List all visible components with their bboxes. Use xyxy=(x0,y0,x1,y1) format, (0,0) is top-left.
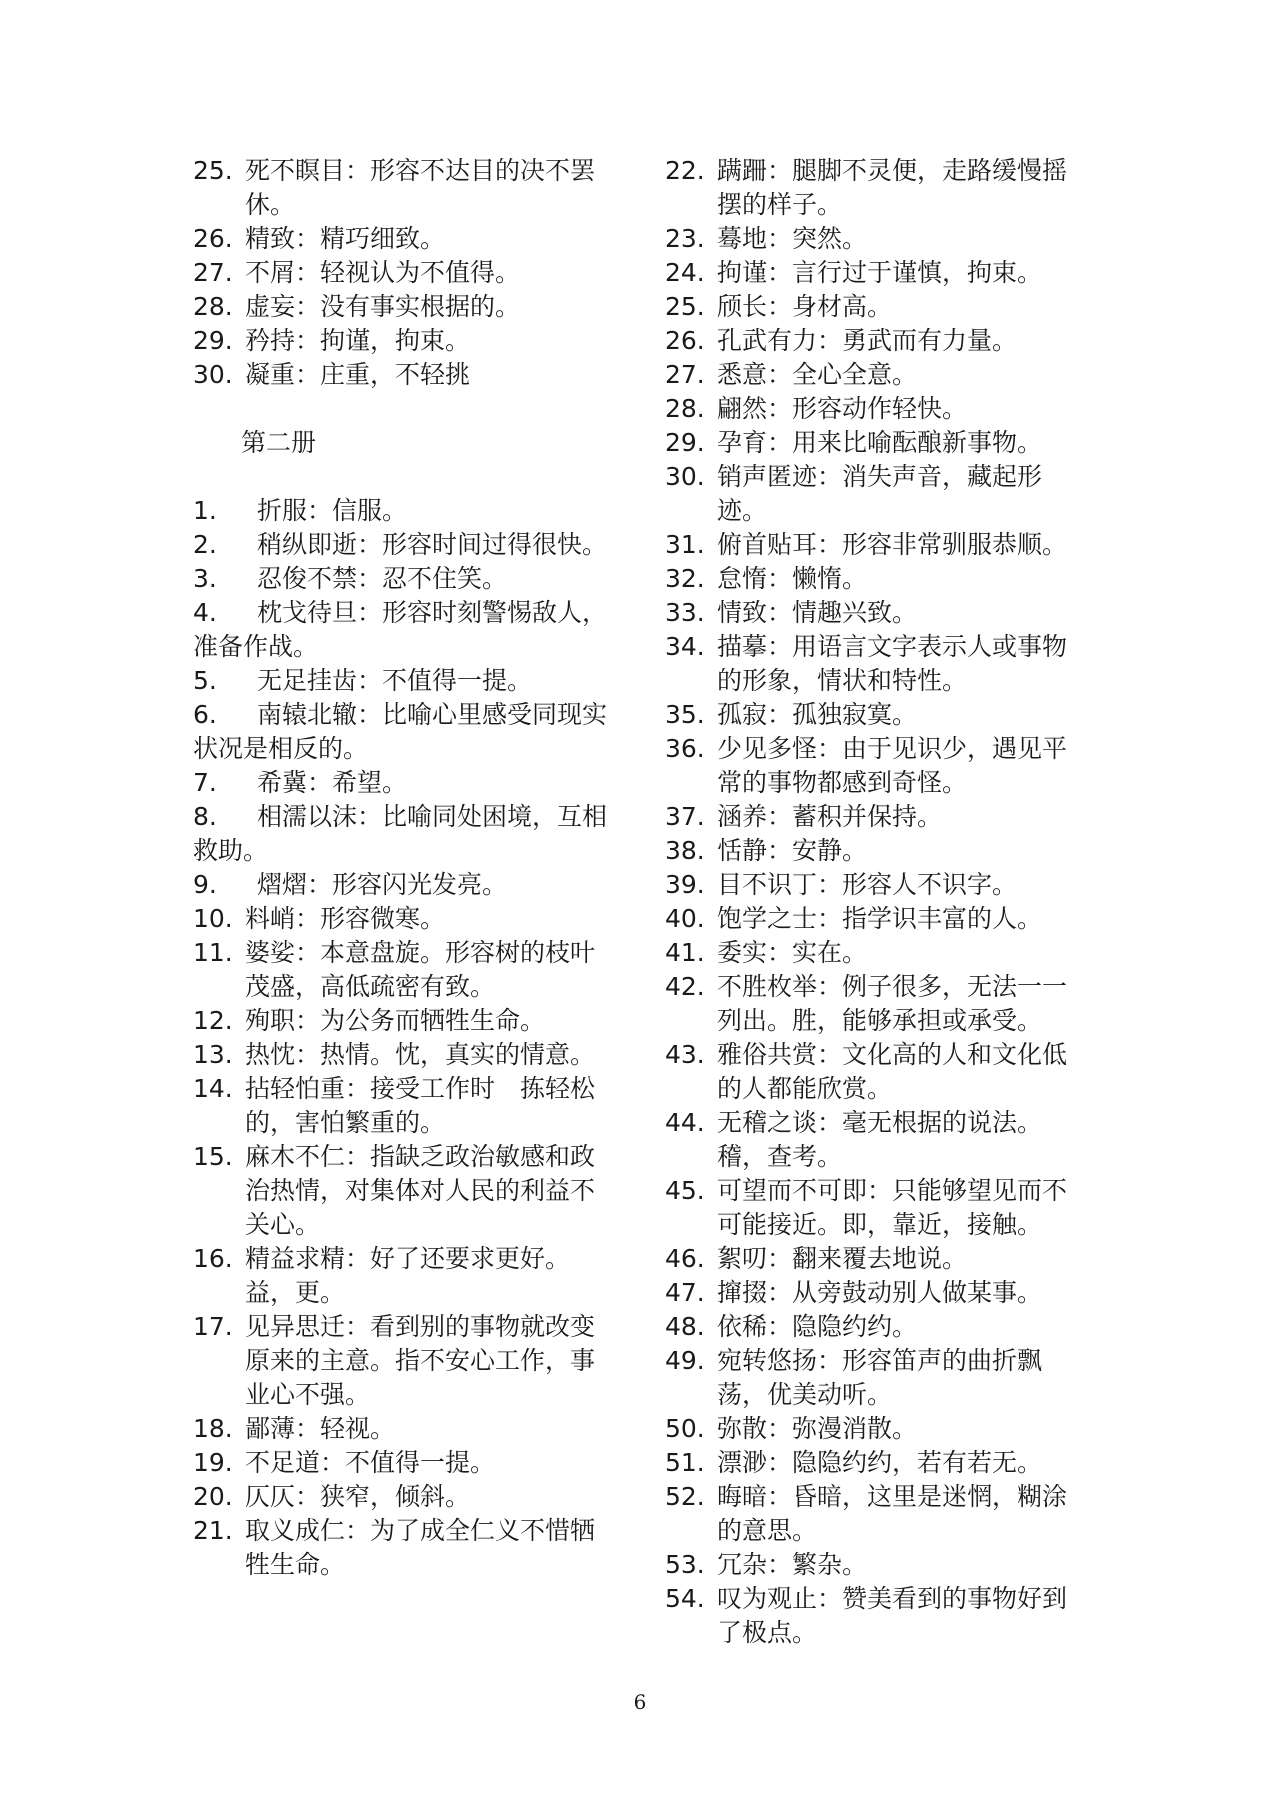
entry-number: 37. xyxy=(665,802,705,831)
vocab-entry xyxy=(193,664,613,698)
entry-number: 22. xyxy=(665,156,705,185)
right-column xyxy=(665,154,1085,1650)
vocab-entry xyxy=(665,290,1085,324)
entry-number: 2. xyxy=(193,530,217,559)
entry-number: 32. xyxy=(665,564,705,593)
entry-number: 10. xyxy=(193,904,233,933)
entry-definition: 孤寂：孤独寂寞。 xyxy=(717,700,918,729)
entry-definition: 饱学之士：指学识丰富的人。 xyxy=(717,904,1043,933)
entry-number: 18. xyxy=(193,1414,233,1443)
vocab-entry xyxy=(665,800,1085,834)
entry-definition: 枕戈待旦：形容时刻警惕敌人，准备作战。 xyxy=(193,598,608,661)
vocab-entry xyxy=(665,154,1085,222)
vocab-entry xyxy=(665,1276,1085,1310)
entry-number: 40. xyxy=(665,904,705,933)
entry-definition: 料峭：形容微寒。 xyxy=(245,904,446,933)
entry-number: 13. xyxy=(193,1040,233,1069)
entry-number: 46. xyxy=(665,1244,705,1273)
vocab-entry xyxy=(665,1582,1085,1650)
entry-definition: 希冀：希望。 xyxy=(257,768,408,797)
vocab-entry xyxy=(193,256,613,290)
entry-definition: 叹为观止：赞美看到的事物好到了极点。 xyxy=(717,1584,1068,1647)
entry-definition: 蓦地：突然。 xyxy=(717,224,868,253)
entry-definition: 描摹：用语言文字表示人或事物的形象，情状和特性。 xyxy=(717,632,1068,695)
entry-number: 43. xyxy=(665,1040,705,1069)
entry-number: 21. xyxy=(193,1516,233,1545)
entry-definition: 南辕北辙：比喻心里感受同现实状况是相反的。 xyxy=(193,700,608,763)
entry-definition: 悉意：全心全意。 xyxy=(717,360,918,389)
entry-definition: 拘谨：言行过于谨慎，拘束。 xyxy=(717,258,1043,287)
vocab-entry xyxy=(193,528,613,562)
entry-definition: 冗杂：繁杂。 xyxy=(717,1550,868,1579)
entry-definition: 俯首贴耳：形容非常驯服恭顺。 xyxy=(717,530,1068,559)
vocab-entry xyxy=(193,1072,613,1140)
left-entries-book2-start xyxy=(193,494,613,902)
vocab-entry xyxy=(193,358,613,392)
entry-definition: 精致：精巧细致。 xyxy=(245,224,446,253)
vocab-entry xyxy=(665,256,1085,290)
entry-definition: 涵养：蓄积并保持。 xyxy=(717,802,943,831)
entry-number: 5. xyxy=(193,666,217,695)
entry-definition: 无稽之谈：毫无根据的说法。稽，查考。 xyxy=(717,1108,1043,1171)
entry-number: 29. xyxy=(665,428,705,457)
entry-number: 31. xyxy=(665,530,705,559)
vocab-entry xyxy=(193,1038,613,1072)
vocab-entry xyxy=(665,698,1085,732)
entry-number: 54. xyxy=(665,1584,705,1613)
entry-number: 41. xyxy=(665,938,705,967)
entry-definition: 颀长：身材高。 xyxy=(717,292,893,321)
entry-number: 7. xyxy=(193,768,217,797)
vocab-entry xyxy=(665,902,1085,936)
entry-definition: 情致：情趣兴致。 xyxy=(717,598,918,627)
vocab-entry xyxy=(665,392,1085,426)
entry-number: 44. xyxy=(665,1108,705,1137)
vocab-entry xyxy=(665,1106,1085,1174)
vocab-entry xyxy=(193,902,613,936)
section-heading: 第二册 xyxy=(241,428,317,457)
vocab-entry xyxy=(193,596,613,664)
entry-definition: 目不识丁：形容人不识字。 xyxy=(717,870,1018,899)
entry-definition: 稍纵即逝：形容时间过得很快。 xyxy=(257,530,608,559)
vocab-entry xyxy=(665,970,1085,1038)
vocab-entry xyxy=(665,1344,1085,1412)
vocab-entry xyxy=(193,766,613,800)
entry-definition: 销声匿迹：消失声音，藏起形迹。 xyxy=(717,462,1043,525)
entry-definition: 撺掇：从旁鼓动别人做某事。 xyxy=(717,1278,1043,1307)
vocab-entry xyxy=(193,1310,613,1412)
entry-definition: 精益求精：好了还要求更好。益，更。 xyxy=(245,1244,571,1307)
entry-number: 25. xyxy=(193,156,233,185)
entry-definition: 殉职：为公务而牺牲生命。 xyxy=(245,1006,546,1035)
entry-definition: 不足道：不值得一提。 xyxy=(245,1448,496,1477)
page-number: 6 xyxy=(633,1690,647,1714)
entry-definition: 折服：信服。 xyxy=(257,496,408,525)
entry-definition: 少见多怪：由于见识少，遇见平常的事物都感到奇怪。 xyxy=(717,734,1068,797)
entry-definition: 蹒跚：腿脚不灵便，走路缓慢摇摆的样子。 xyxy=(717,156,1068,219)
entry-definition: 宛转悠扬：形容笛声的曲折飘荡，优美动听。 xyxy=(717,1346,1043,1409)
vocab-entry xyxy=(665,1548,1085,1582)
entry-number: 12. xyxy=(193,1006,233,1035)
entry-definition: 见异思迁：看到别的事物就改变原来的主意。指不安心工作，事业心不强。 xyxy=(245,1312,596,1409)
vocab-entry xyxy=(665,834,1085,868)
entry-number: 14. xyxy=(193,1074,233,1103)
entry-number: 11. xyxy=(193,938,233,967)
vocab-entry xyxy=(193,936,613,1004)
entry-definition: 忍俊不禁：忍不住笑。 xyxy=(257,564,508,593)
entry-number: 28. xyxy=(193,292,233,321)
entry-definition: 凝重：庄重，不轻挑 xyxy=(245,360,471,389)
entry-number: 8. xyxy=(193,802,217,831)
entry-definition: 热忱：热情。忱，真实的情意。 xyxy=(245,1040,596,1069)
vocab-entry xyxy=(665,1480,1085,1548)
entry-definition: 仄仄：狭窄，倾斜。 xyxy=(245,1482,471,1511)
vocab-entry xyxy=(665,936,1085,970)
entry-definition: 虚妄：没有事实根据的。 xyxy=(245,292,521,321)
entry-number: 50. xyxy=(665,1414,705,1443)
entry-number: 16. xyxy=(193,1244,233,1273)
right-entries xyxy=(665,154,1085,1650)
entry-definition: 孕育：用来比喻酝酿新事物。 xyxy=(717,428,1043,457)
vocab-entry xyxy=(665,868,1085,902)
entry-definition: 恬静：安静。 xyxy=(717,836,868,865)
entry-definition: 麻木不仁：指缺乏政治敏感和政治热情，对集体对人民的利益不关心。 xyxy=(245,1142,596,1239)
entry-definition: 依稀：隐隐约约。 xyxy=(717,1312,918,1341)
entry-definition: 相濡以沫：比喻同处困境，互相救助。 xyxy=(193,802,608,865)
entry-number: 28. xyxy=(665,394,705,423)
vocab-entry xyxy=(665,1242,1085,1276)
vocab-entry xyxy=(193,1480,613,1514)
entry-definition: 死不瞑目：形容不达目的决不罢休。 xyxy=(245,156,596,219)
vocab-entry xyxy=(193,562,613,596)
entry-definition: 可望而不可即：只能够望见而不可能接近。即，靠近，接触。 xyxy=(717,1176,1068,1239)
entry-definition: 漂渺：隐隐约约，若有若无。 xyxy=(717,1448,1043,1477)
entry-number: 25. xyxy=(665,292,705,321)
entry-definition: 矜持：拘谨，拘束。 xyxy=(245,326,471,355)
vocab-entry xyxy=(665,426,1085,460)
entry-definition: 拈轻怕重：接受工作时 拣轻松的，害怕繁重的。 xyxy=(245,1074,596,1137)
vocab-entry xyxy=(193,1242,613,1310)
vocab-entry xyxy=(193,1004,613,1038)
entry-number: 26. xyxy=(665,326,705,355)
vocab-entry xyxy=(193,222,613,256)
vocab-entry xyxy=(665,1310,1085,1344)
entry-number: 9. xyxy=(193,870,217,899)
entry-number: 39. xyxy=(665,870,705,899)
entry-number: 26. xyxy=(193,224,233,253)
entry-definition: 无足挂齿：不值得一提。 xyxy=(257,666,533,695)
vocab-entry xyxy=(665,1412,1085,1446)
entry-definition: 熠熠：形容闪光发亮。 xyxy=(257,870,508,899)
vocab-entry xyxy=(193,698,613,766)
entry-number: 20. xyxy=(193,1482,233,1511)
entry-definition: 絮叨：翻来覆去地说。 xyxy=(717,1244,968,1273)
vocab-entry xyxy=(665,1174,1085,1242)
left-column xyxy=(193,154,613,1582)
entry-number: 24. xyxy=(665,258,705,287)
entry-number: 27. xyxy=(665,360,705,389)
entry-number: 19. xyxy=(193,1448,233,1477)
vocab-entry xyxy=(193,154,613,222)
entry-number: 15. xyxy=(193,1142,233,1171)
vocab-entry xyxy=(665,596,1085,630)
entry-definition: 翩然：形容动作轻快。 xyxy=(717,394,968,423)
entry-number: 52. xyxy=(665,1482,705,1511)
entry-number: 35. xyxy=(665,700,705,729)
vocab-entry xyxy=(193,1140,613,1242)
vocab-entry xyxy=(193,868,613,902)
entry-number: 36. xyxy=(665,734,705,763)
entry-definition: 不屑：轻视认为不值得。 xyxy=(245,258,521,287)
vocab-entry xyxy=(665,630,1085,698)
vocab-entry xyxy=(193,1514,613,1582)
entry-number: 49. xyxy=(665,1346,705,1375)
left-entries-book2 xyxy=(193,902,613,1582)
entry-number: 1. xyxy=(193,496,217,525)
vocab-entry xyxy=(665,222,1085,256)
vocab-entry xyxy=(193,1446,613,1480)
entry-number: 23. xyxy=(665,224,705,253)
entry-definition: 雅俗共赏：文化高的人和文化低的人都能欣赏。 xyxy=(717,1040,1068,1103)
vocab-entry xyxy=(665,1446,1085,1480)
vocab-entry xyxy=(193,494,613,528)
entry-number: 38. xyxy=(665,836,705,865)
entry-definition: 不胜枚举：例子很多，无法一一列出。胜，能够承担或承受。 xyxy=(717,972,1068,1035)
entry-number: 47. xyxy=(665,1278,705,1307)
entry-number: 6. xyxy=(193,700,217,729)
vocab-entry xyxy=(193,324,613,358)
entry-definition: 弥散：弥漫消散。 xyxy=(717,1414,918,1443)
entry-definition: 委实：实在。 xyxy=(717,938,868,967)
entry-number: 30. xyxy=(193,360,233,389)
vocab-entry xyxy=(665,732,1085,800)
left-entries-book1 xyxy=(193,154,613,392)
entry-number: 34. xyxy=(665,632,705,661)
vocab-entry xyxy=(665,562,1085,596)
entry-definition: 取义成仁：为了成全仁义不惜牺牲生命。 xyxy=(245,1516,596,1579)
entry-number: 42. xyxy=(665,972,705,1001)
entry-number: 33. xyxy=(665,598,705,627)
entry-number: 29. xyxy=(193,326,233,355)
entry-definition: 孔武有力：勇武而有力量。 xyxy=(717,326,1018,355)
vocab-entry xyxy=(665,324,1085,358)
entry-number: 53. xyxy=(665,1550,705,1579)
entry-number: 17. xyxy=(193,1312,233,1341)
vocab-entry xyxy=(665,1038,1085,1106)
entry-number: 45. xyxy=(665,1176,705,1205)
entry-number: 48. xyxy=(665,1312,705,1341)
entry-number: 4. xyxy=(193,598,217,627)
entry-definition: 鄙薄：轻视。 xyxy=(245,1414,396,1443)
vocab-entry xyxy=(193,1412,613,1446)
entry-number: 27. xyxy=(193,258,233,287)
entry-definition: 婆娑：本意盘旋。形容树的枝叶茂盛，高低疏密有致。 xyxy=(245,938,596,1001)
vocab-entry xyxy=(665,358,1085,392)
entry-number: 3. xyxy=(193,564,217,593)
entry-number: 51. xyxy=(665,1448,705,1477)
vocab-entry xyxy=(193,800,613,868)
entry-definition: 怠惰：懒惰。 xyxy=(717,564,868,593)
entry-number: 30. xyxy=(665,462,705,491)
vocab-entry xyxy=(665,460,1085,528)
vocab-entry xyxy=(665,528,1085,562)
entry-definition: 晦暗：昏暗，这里是迷惘，糊涂的意思。 xyxy=(717,1482,1068,1545)
vocab-entry xyxy=(193,290,613,324)
